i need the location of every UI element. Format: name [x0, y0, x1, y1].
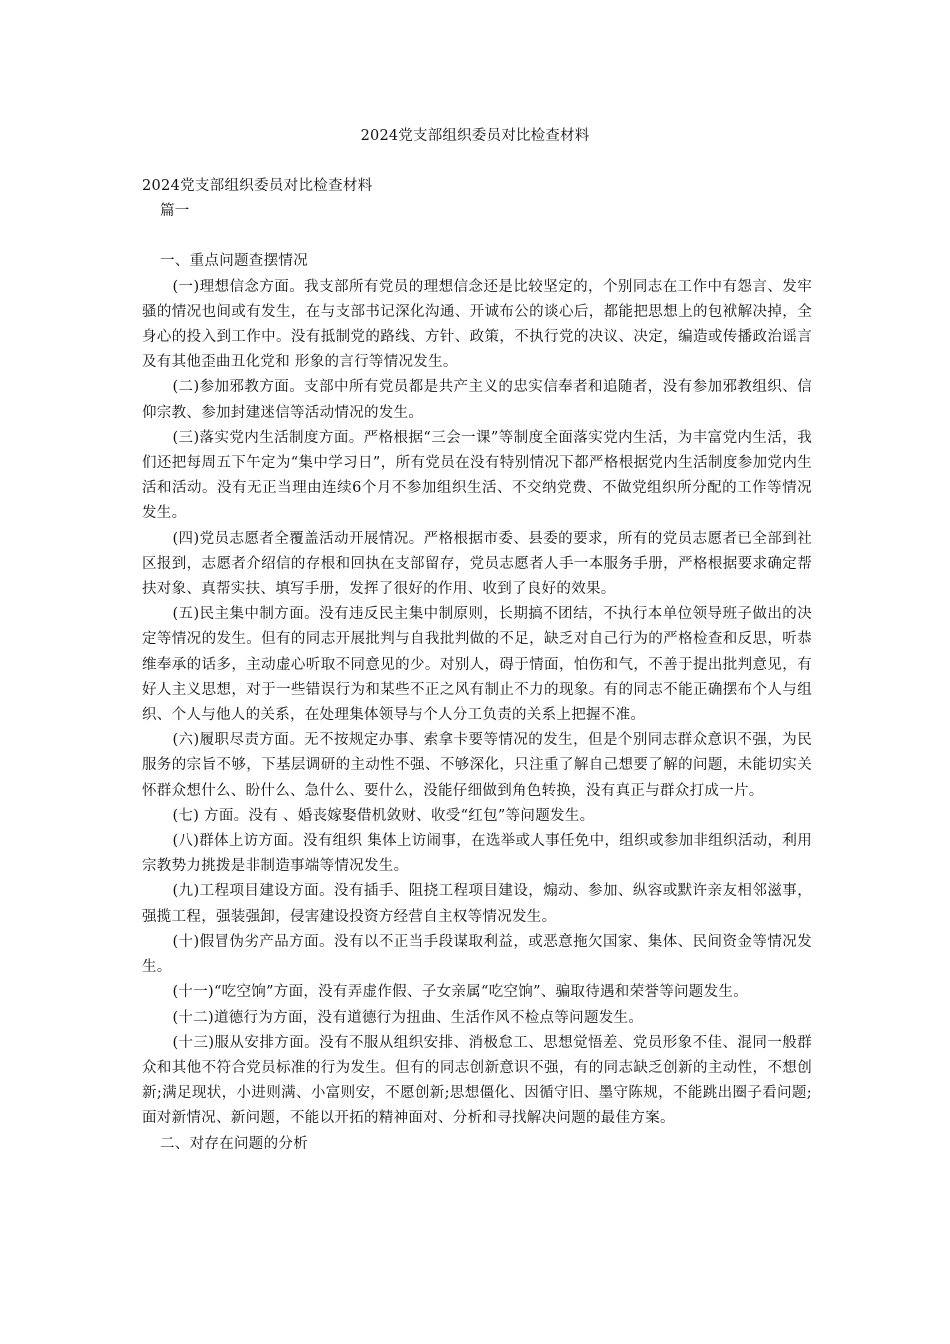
paragraph-4: (四)党员志愿者全覆盖活动开展情况。严格根据市委、县委的要求，所有的党员志愿者已全部到社区报到，志愿者介绍信的存根和回执在支部留存，党员志愿者人手一本服务手册，严格根据要求确定帮扶对象、真帮实扶、填写手册，发挥了很好的作用、收到了良好的效果。 — [142, 530, 812, 598]
part-label: 篇一 — [160, 203, 190, 220]
paragraph-5: (五)民主集中制方面。没有违反民主集中制原则，长期搞不团结，不执行本单位领导班子做出的决定等情况的发生。但有的同志开展批判与自我批判做的不足，缺乏对自己行为的严格检查和反思，听恭维奉承的话多，主动虚心听取不同意见的少。对别人，碍于情面，怕伤和气，不善于提出批判意见，有好人主义思想，对于一些错误行为和某些不正之风有制止不力的现象。有的同志不能正确摆布个人与组织、个人与他人的关系，在处理集体领导与个人分工负责的关系上把握不准。 — [142, 606, 812, 724]
paragraph-2: (二)参加邪教方面。支部中所有党员都是共产主义的忠实信奉者和追随者，没有参加邪教组织、信仰宗教、参加封建迷信等活动情况的发生。 — [142, 379, 812, 421]
paragraph-3: (三)落实党内生活制度方面。严格根据“三会一课”等制度全面落实党内生活，为丰富党内生活，我们还把每周五下午定为“集中学习日”，所有党员在没有特别情况下都严格根据党内生活制度参加党内生活和活动。没有无正当理由连续6个月不参加组织生活、不交纳党费、不做党组织所分配的工作等情况发生。 — [142, 429, 812, 522]
paragraph-9: (九)工程项目建设方面。没有插手、阻挠工程项目建设，煽动、参加、纵容或默许亲友相邻滋事，强揽工程，强装强卸，侵害建设投资方经营自主权等情况发生。 — [142, 883, 812, 925]
section-heading-1: 一、重点问题查摆情况 — [160, 253, 308, 270]
paragraph-10: (十)假冒伪劣产品方面。没有以不正当手段谋取利益，或恶意拖欠国家、集体、民间资金等情况发生。 — [142, 933, 812, 976]
document-title: 2024党支部组织委员对比检查材料 — [360, 128, 590, 144]
paragraph-8: (八)群体上访方面。没有组织 集体上访闹事，在选举或人事任免中，组织或参加非组织活动，利用宗教势力挑拨是非制造事端等情况发生。 — [142, 833, 812, 875]
paragraph-6: (六)履职尽责方面。无不按规定办事、索拿卡要等情况的发生，但是个别同志群众意识不强，为民服务的宗旨不够，下基层调研的主动性不强、不够深化，只注重了解自己想要了解的问题，未能切实关怀群众想什么、盼什么、急什么、要什么，没能仔细做到角色转换，没有真正与群众打成一片。 — [142, 732, 812, 799]
document-subtitle: 2024党支部组织委员对比检查材料 — [142, 178, 373, 194]
section-heading-2: 二、对存在问题的分析 — [160, 1135, 308, 1152]
paragraph-11: (十一)“吃空饷”方面，没有弄虚作假、子女亲属“吃空饷”、骗取待遇和荣誉等问题发生。 — [172, 984, 748, 1001]
paragraph-13: (十三)服从安排方面。没有不服从组织安排、消极怠工、思想觉悟差、党员形象不佳、混同一般群众和其他不符合党员标准的行为发生。但有的同志创新意识不强，有的同志缺乏创新的主动性，不想创新;满足现状，小进则满、小富则安，不愿创新;思想僵化、因循守旧、墨守陈规，不能跳出圈子看问题;面对新情况、新问题，不能以开拓的精神面对、分析和寻找解决问题的最佳方案。 — [142, 1034, 812, 1127]
paragraph-12: (十二)道德行为方面，没有道德行为扭曲、生活作风不检点等问题发生。 — [172, 1009, 644, 1026]
document-body — [142, 174, 812, 1157]
paragraph-1: (一)理想信念方面。我支部所有党员的理想信念还是比较坚定的，个别同志在工作中有怨言、发牢骚的情况也间或有发生，在与支部书记深化沟通、开诚布公的谈心后，都能把思想上的包袱解决掉，全身心的投入到工作中。没有抵制党的路线、方针、政策，不执行党的决议、决定，编造或传播政治谣言及有其他歪曲丑化党和 形象的言行等情况发生。 — [142, 278, 812, 371]
paragraph-7: (七) 方面。没有 、婚丧嫁娶借机敛财、收受“红包”等问题发生。 — [172, 807, 595, 824]
